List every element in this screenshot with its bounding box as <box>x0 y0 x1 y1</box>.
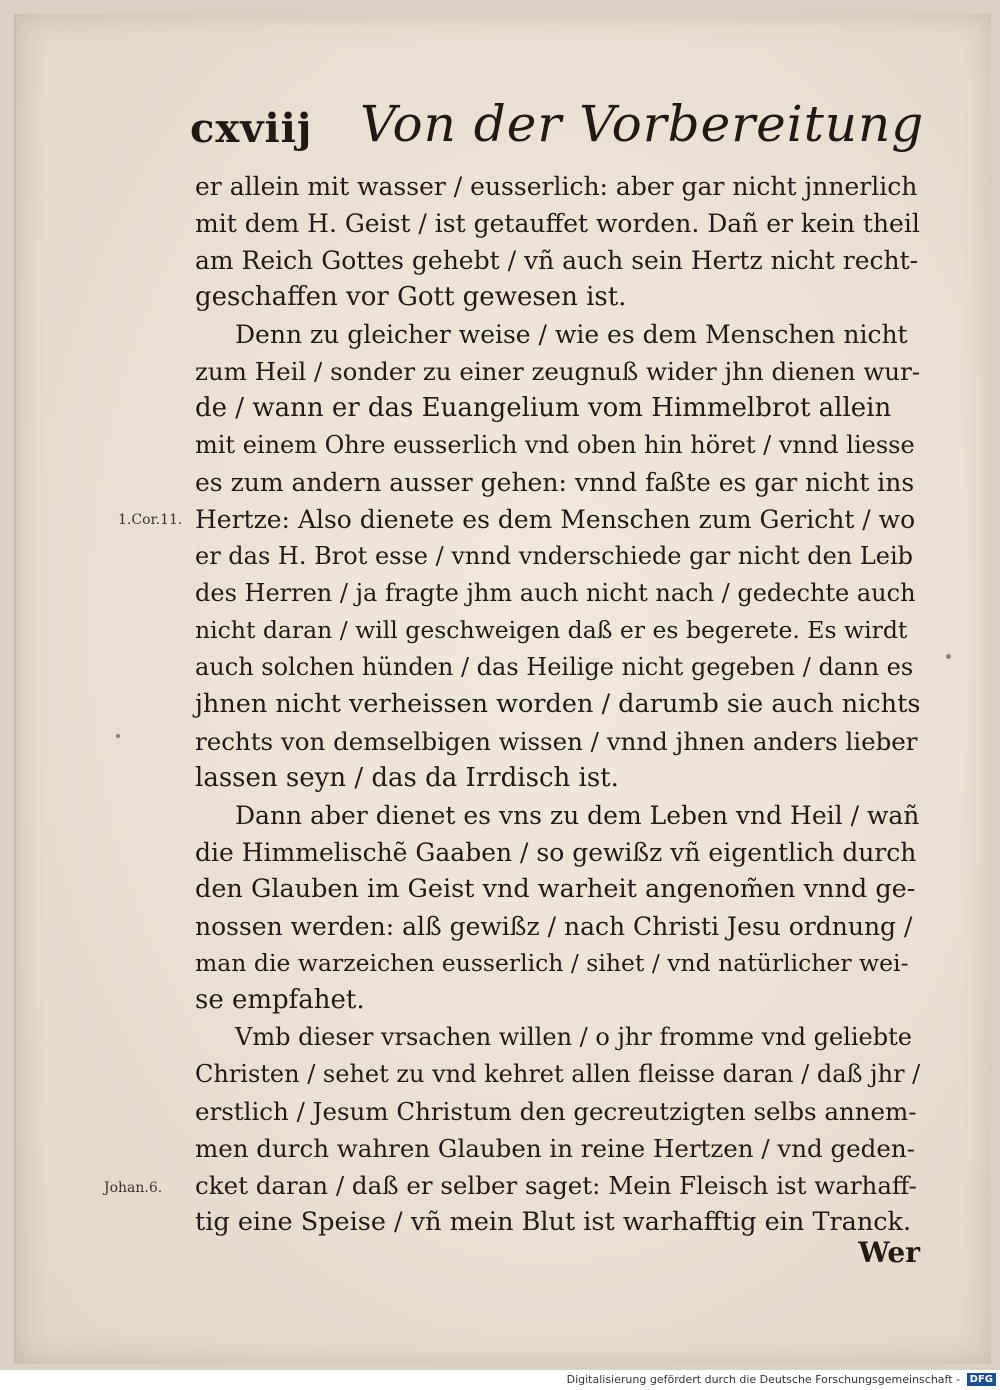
catchword: Wer <box>858 1236 920 1269</box>
text-line: am Reich Gottes gehebt / vñ auch sein Hertz nicht recht- <box>195 246 919 275</box>
text-line: mit einem Ohre eusserlich vnd oben hin höret / vnnd liesse <box>195 431 915 459</box>
text-line: nossen werden: alß gewißz / nach Christi Jesu ordnung / <box>195 912 913 941</box>
paper-speck <box>946 654 951 659</box>
text-line: erstlich / Jesum Christum den gecreutzigten selbs annem- <box>195 1097 917 1126</box>
text-line: rechts von demselbigen wissen / vnnd jhnen anders lieber <box>195 727 918 756</box>
text-line: Christen / sehet zu vnd kehret allen fleisse daran / daß jhr / <box>195 1060 921 1088</box>
text-line: auch solchen hünden / das Heilige nicht gegeben / dann es <box>195 653 914 681</box>
footer-credit: Digitalisierung gefördert durch die Deutsche Forschungsgemeinschaft - <box>566 1373 960 1386</box>
text-line: lassen seyn / das da Irrdisch ist. <box>195 763 619 793</box>
text-line: es zum andern ausser gehen: vnnd faßte es gar nicht ins <box>195 468 915 497</box>
text-line: er das H. Brot esse / vnnd vnderschiede gar nicht den Leib <box>195 542 914 570</box>
body-text <box>195 168 920 1241</box>
text-line: des Herren / ja fragte jhm auch nicht nach / gedechte auch <box>195 579 916 607</box>
text-line: tig eine Speise / vñ mein Blut ist warhafftig ein Tranck. <box>195 1207 912 1237</box>
text-line: Hertze: Also dienete es dem Menschen zum Gericht / wo <box>195 505 916 534</box>
text-line: die Himmelischẽ Gaaben / so gewißz vñ eigentlich durch <box>195 838 917 867</box>
text-line: se empfahet. <box>195 985 365 1015</box>
page-header <box>180 95 925 165</box>
text-line: Dann aber dienet es vns zu dem Leben vnd Heil / wañ <box>235 801 920 830</box>
text-line: Vmb dieser vrsachen willen / o jhr fromme vnd geliebte <box>235 1023 912 1051</box>
text-line: de / wann er das Euangelium vom Himmelbrot allein <box>195 393 892 423</box>
text-line: geschaffen vor Gott gewesen ist. <box>195 282 627 312</box>
paper-speck <box>116 734 120 738</box>
folio-number: cxviij <box>190 105 313 152</box>
text-line: nicht daran / will geschweigen daß er es begerete. Es wirdt <box>195 616 908 644</box>
footer-bar <box>0 1370 1000 1390</box>
text-line: cket daran / daß er selber saget: Mein Fleisch ist warhaff- <box>195 1171 917 1200</box>
text-line: man die warzeichen eusserlich / sihet / vnd natürlicher wei- <box>195 949 909 977</box>
text-line: men durch wahren Glauben in reine Hertzen / vnd geden- <box>195 1134 915 1163</box>
text-line: jhnen nicht verheissen worden / darumb sie auch nichts <box>195 689 921 719</box>
text-line: zum Heil / sonder zu einer zeugnuß wider jhn dienen wur- <box>195 357 921 386</box>
text-line: den Glauben im Geist vnd warheit angenom̃en vnnd ge- <box>195 874 916 904</box>
text-line: er allein mit wasser / eusserlich: aber gar nicht jnnerlich <box>195 172 918 201</box>
text-line: Denn zu gleicher weise / wie es dem Menschen nicht <box>235 320 908 349</box>
dfg-logo: DFG <box>967 1373 996 1386</box>
margin-note-johan: Johan.6. <box>104 1180 163 1196</box>
margin-note-cor: 1.Cor.11. <box>118 512 183 528</box>
text-line: mit dem H. Geist / ist getauffet worden. Dañ er kein theil <box>195 209 920 238</box>
running-title: Von der Vorbereitung <box>360 95 925 153</box>
